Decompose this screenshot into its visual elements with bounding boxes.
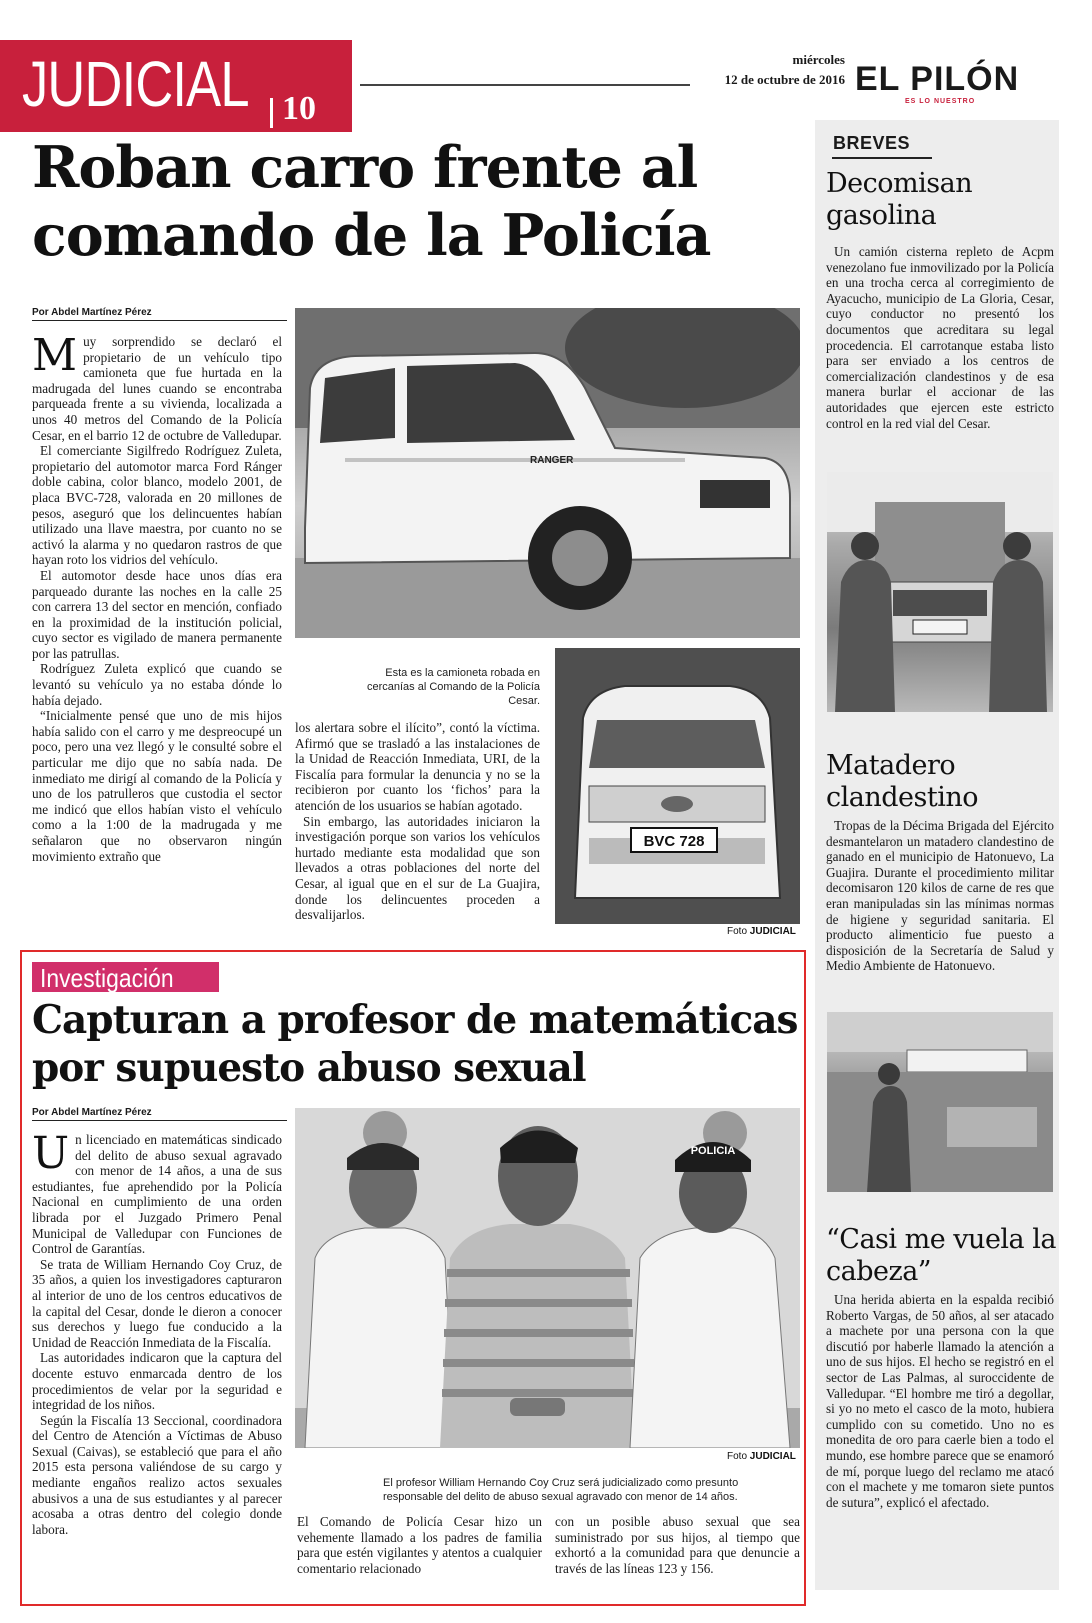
paragraph: Rodríguez Zuleta explicó que cuando se levantó su vehículo ya no estaba dónde lo había dejado. bbox=[32, 661, 282, 708]
tanker-truck-photo bbox=[827, 472, 1053, 712]
story-photo-credit: Foto JUDICIAL bbox=[727, 1451, 796, 1462]
paragraph: Las autoridades indicaron que la captura del docente estuvo enmarcada dentro de los procedimientos de velar por la seguridad e integridad de los niños. bbox=[32, 1350, 282, 1413]
brief-text: Tropas de la Décima Brigada del Ejército desmantelaron un matadero clandestino de ganado en el municipio de Hatonuevo, La Guajira. Durante el procedimiento militar decomisaron 120 kilos de carne de res que eran manipuladas sin las mínimas normas de higiene y seguridad sanitaria. El producto alimenticio fue puesto a disposición de la Secretaría de Salud y Medio Ambiente de Hatonuevo. bbox=[826, 818, 1054, 974]
stolen-truck-photo bbox=[295, 308, 800, 638]
truck-badge: RANGER bbox=[530, 455, 574, 466]
main-article-column-1 bbox=[32, 334, 282, 934]
dropcap: M bbox=[32, 334, 78, 381]
truck-photo-caption: Esta es la camioneta robada en cercanías al Comando de la Policía Cesar. bbox=[366, 667, 540, 707]
paragraph: Según la Fiscalía 13 Seccional, coordinadora del Centro de Atención a Víctimas de Abuso Sexual (Caivas), se estableció que para el año 2015 esta persona valiéndose de su cargo y mediante engaños realizo actos sexuales abusivos a una de sus estudiantes y al parecer acosaba a otras dentro del colegio donde labora. bbox=[32, 1412, 282, 1537]
story-byline: Por Abdel Martínez Pérez bbox=[32, 1107, 152, 1118]
header-day: miércoles bbox=[792, 52, 845, 67]
main-article-column-2 bbox=[295, 720, 540, 940]
byline-rule bbox=[32, 1120, 287, 1121]
arrest-photo-caption: El profesor William Hernando Coy Cruz será judicializado como presunto responsable del delito de abuso sexual agravado con menor de 14 años. bbox=[383, 1477, 739, 1503]
paragraph: Sin embargo, las autoridades iniciaron la investigación porque son varios los vehículos hurtado mediante esta modalidad que son llevados a otras poblaciones del norte del Cesar, al igual que en el sur de La Guajira, donde los delincuentes proceden a desvalijarlos. bbox=[295, 813, 540, 923]
newspaper-logo: EL PILÓN bbox=[855, 60, 1020, 98]
story-kicker: Investigación bbox=[40, 963, 174, 993]
story-headline: Capturan a profesor de matemáticas por supuesto abuso sexual bbox=[32, 997, 798, 1091]
brief-title: Decomisan gasolina bbox=[826, 168, 973, 231]
slaughterhouse-photo bbox=[827, 1012, 1053, 1192]
brief-title: Matadero clandestino bbox=[826, 750, 978, 813]
brief-title: “Casi me vuela la cabeza” bbox=[826, 1224, 1056, 1287]
section-name: JUDICIAL bbox=[22, 48, 249, 120]
section-divider bbox=[270, 98, 273, 128]
byline-rule bbox=[32, 320, 287, 321]
paragraph: El automotor desde hace unos días era parqueado durante las noches en la calle 25 con carrera 13 del sector en mención, confiado en la proximidad de la institución policial, cuyo sector es vigilado de manera permanente por las patrullas. bbox=[32, 567, 282, 661]
header-date: 12 de octubre de 2016 bbox=[724, 72, 845, 87]
paragraph: Muy sorprendido se declaró el propietario de un vehículo tipo camioneta que fue hurtada en la madrugada del lunes cuando se encontraba parqueada frente a su vivienda, localizada a unos 40 metros del Comando de la Policía Cesar, en el barrio 12 de octubre de Valledupar. bbox=[32, 334, 282, 443]
story-column-2 bbox=[297, 1514, 542, 1594]
main-byline: Por Abdel Martínez Pérez bbox=[32, 307, 152, 318]
story-column-1 bbox=[32, 1132, 282, 1600]
page-number: 10 bbox=[282, 90, 316, 127]
paragraph: Se trata de William Hernando Coy Cruz, de 35 años, a quien los investigadores capturaron al interior de uno de los centros educativos de la capital del Cesar, donde le dieron a conocer sus derechos y luego fue conducido a la Unidad de Reacción Inmediata de la Fiscalía. bbox=[32, 1256, 282, 1350]
main-headline: Roban carro frente al comando de la Policía bbox=[32, 134, 711, 269]
paragraph: los alertara sobre el ilícito”, contó la víctima. Afirmó que se trasladó a las instalaciones de la Unidad de Reacción Inmediata, URI, de la Fiscalía para formular la denuncia y no se la recibieron por cuanto los ‘fichos’ para la atención de los usuarios se habían agotado. bbox=[295, 720, 540, 813]
paragraph: El comerciante Sigilfredo Rodríguez Zuleta, propietario del automotor marca Ford Ránger doble cabina, color blanco, modelo 2001, de placa BVC-728, valorada en 20 millones de pesos, aseguró que los delincuentes habían utilizado una llave maestra, por cuanto no se activó la alarma y no quedaron rastros de que hayan roto los vidrios del vehículo. bbox=[32, 443, 282, 568]
paragraph: Un licenciado en matemáticas sindicado del delito de abuso sexual agravado con menor de 14 años, a una de sus estudiantes, fue aprehendido por la Policía Nacional en cumplimiento de una orden librada por el Juzgado Primero Penal Municipal de Valledupar con Funciones de Control de Garantías. bbox=[32, 1132, 282, 1257]
brief-text: Una herida abierta en la espalda recibió Roberto Vargas, de 50 años, al ser atacado a machete por una persona con la que discutió por haberle llamado la atención a uno de sus hijos. El hecho se registró en el sector de Las Palmas, al suroccidente de Valledupar. “El hombre me tiró a degollar, si yo no meto el casco de la moto, hubiera cumplido con su cometido. Uno no es moneditа de oro para caerle bien a todo el mundo, ese hombre parece que se enamoró de mí, porque luego del reclamo me atacó con el machete y me tomaron siete puntos de sutura”, explicó el afectado. bbox=[826, 1292, 1054, 1510]
main-photo-credit: Foto JUDICIAL bbox=[727, 926, 796, 937]
license-plate: BVC 728 bbox=[643, 833, 705, 850]
stolen-truck-front-photo bbox=[555, 648, 800, 924]
briefs-rule bbox=[832, 157, 932, 159]
arrest-photo bbox=[295, 1108, 800, 1448]
paragraph: “Inicialmente pensé que uno de mis hijos había salido con el carro y me despreocupé un poco, pero una vez llegó y le consulté sobre el particular me dijo que no sabía nada. De inmediato me dirigí al comando de la Policía y uno de los patrulleros que custodia el sector me indicó que ellos habían visto el vehículo como a la 1:00 de la madrugada y me señalaron que no observaron ningún movimiento extraño que bbox=[32, 708, 282, 864]
briefs-label: BREVES bbox=[833, 133, 911, 153]
paragraph: El Comando de Policía Cesar hizo un vehemente llamado a los padres de familia para que estén vigilantes y atentos a cualquier comentario relacionado bbox=[297, 1514, 542, 1576]
header-rule bbox=[360, 84, 690, 86]
logo-slogan: ES LO NUESTRO bbox=[905, 98, 976, 105]
story-column-3 bbox=[555, 1514, 800, 1594]
paragraph: con un posible abuso sexual que sea suministrado por sus hijos, al tiempo que exhortó a la comunidad para que denuncie a través de las líneas 123 y 156. bbox=[555, 1514, 800, 1576]
police-cap-text: POLICIA bbox=[690, 1145, 736, 1157]
brief-text: Un camión cisterna repleto de Acpm venezolano fue inmovilizado por la Policía en una trocha cerca al corregimiento de Ayacucho, municipio de La Gloria, Cesar, cuyo conductor no presentó los documentos que acreditara su legal procedencia. El carrotanque estaba listo para ser enviado a los centros de comercialización clandestinos y de esa manera burlar el accionar de las autoridades que ejercen este estricto control en la red vial del Cesar. bbox=[826, 244, 1054, 431]
dropcap: U bbox=[32, 1132, 70, 1179]
